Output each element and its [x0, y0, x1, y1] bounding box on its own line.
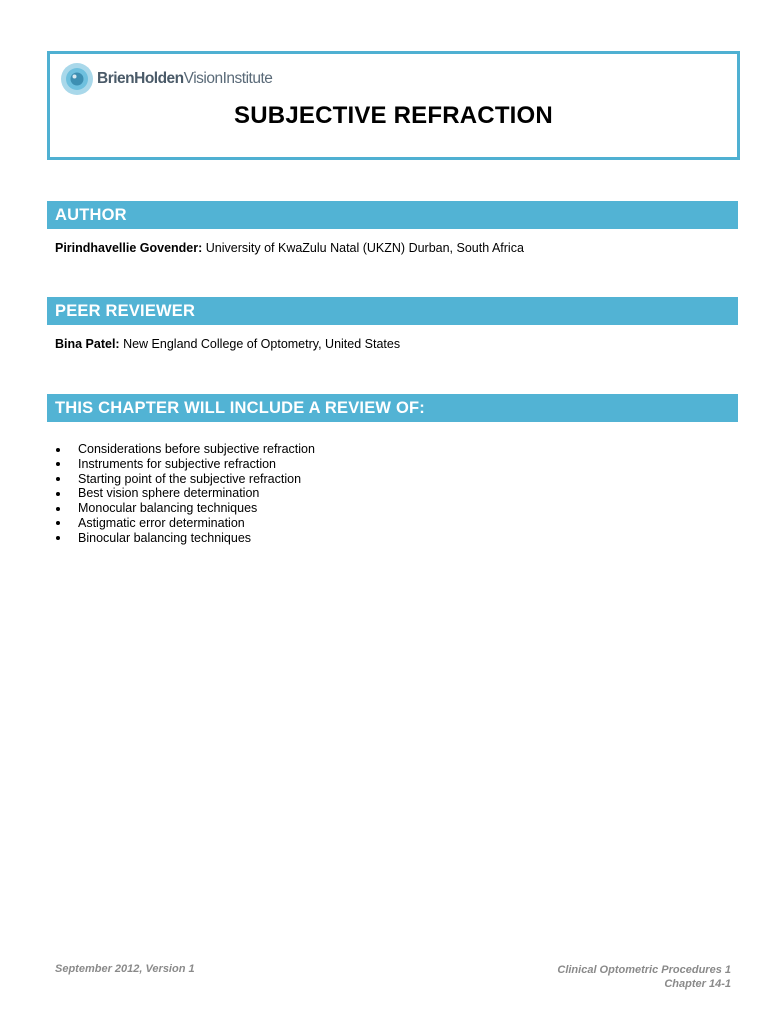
author-name: Pirindhavellie Govender:	[55, 241, 203, 255]
reviewer-name: Bina Patel:	[55, 337, 120, 351]
author-affiliation: University of KwaZulu Natal (UKZN) Durban, South Africa	[202, 241, 524, 255]
reviewer-line	[55, 337, 400, 351]
review-heading: THIS CHAPTER WILL INCLUDE A REVIEW OF:	[47, 394, 738, 422]
footer-course: Clinical Optometric Procedures 1	[557, 964, 731, 976]
list-item: Instruments for subjective refraction	[55, 457, 315, 472]
list-item: Monocular balancing techniques	[55, 501, 315, 516]
list-item: Best vision sphere determination	[55, 486, 315, 501]
title-box	[47, 51, 740, 160]
footer-chapter-info	[557, 963, 731, 991]
author-heading: AUTHOR	[47, 201, 738, 229]
footer-date-version: September 2012, Version 1	[55, 963, 195, 975]
eye-logo-icon	[60, 62, 94, 96]
author-line	[55, 241, 524, 255]
institute-logo	[60, 62, 272, 96]
page-title: SUBJECTIVE REFRACTION	[234, 102, 553, 129]
reviewer-affiliation: New England College of Optometry, United States	[119, 337, 401, 351]
list-item: Considerations before subjective refraction	[55, 442, 315, 457]
reviewer-heading: PEER REVIEWER	[47, 297, 738, 325]
footer-chapter: Chapter 14-1	[664, 978, 731, 990]
list-item: Binocular balancing techniques	[55, 531, 315, 546]
list-item: Astigmatic error determination	[55, 516, 315, 531]
logo-wordmark: BrienHoldenVisionInstitute	[97, 70, 273, 87]
list-item: Starting point of the subjective refraction	[55, 472, 315, 487]
review-list	[55, 442, 315, 546]
